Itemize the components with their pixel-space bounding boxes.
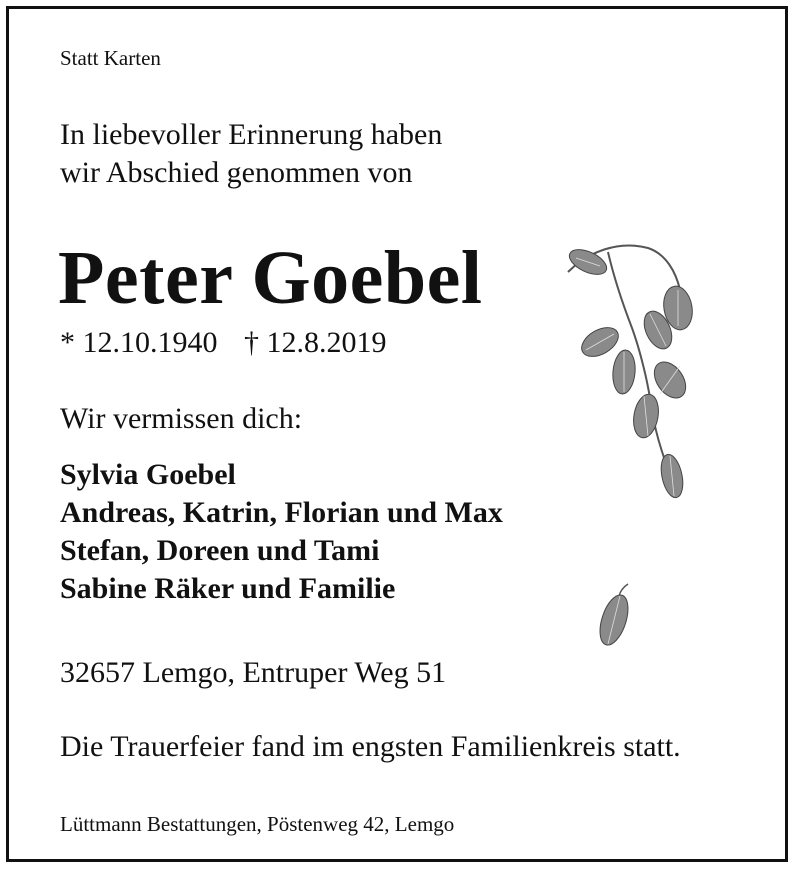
family-line-4: Sabine Räker und Familie bbox=[60, 572, 396, 605]
intro-line-1: In liebevoller Erinnerung haben bbox=[60, 118, 443, 151]
funeral-home-line: Lüttmann Bestattungen, Pöstenweg 42, Lemgo bbox=[60, 812, 455, 836]
falling-leaf-icon bbox=[592, 580, 642, 652]
birch-branch-icon bbox=[548, 232, 708, 512]
miss-line: Wir vermissen dich: bbox=[60, 402, 303, 435]
intro-line-2: wir Abschied genommen von bbox=[60, 156, 413, 189]
death-date: † 12.8.2019 bbox=[244, 326, 387, 359]
service-note: Die Trauerfeier fand im engsten Familienkreis statt. bbox=[60, 730, 681, 763]
family-line-2: Andreas, Katrin, Florian und Max bbox=[60, 496, 503, 529]
address-line: 32657 Lemgo, Entruper Weg 51 bbox=[60, 656, 447, 689]
header-text: Statt Karten bbox=[60, 46, 161, 70]
family-line-3: Stefan, Doreen und Tami bbox=[60, 534, 380, 567]
deceased-name: Peter Goebel bbox=[58, 236, 483, 320]
birth-date: * 12.10.1940 bbox=[60, 326, 218, 359]
family-line-1: Sylvia Goebel bbox=[60, 458, 236, 491]
